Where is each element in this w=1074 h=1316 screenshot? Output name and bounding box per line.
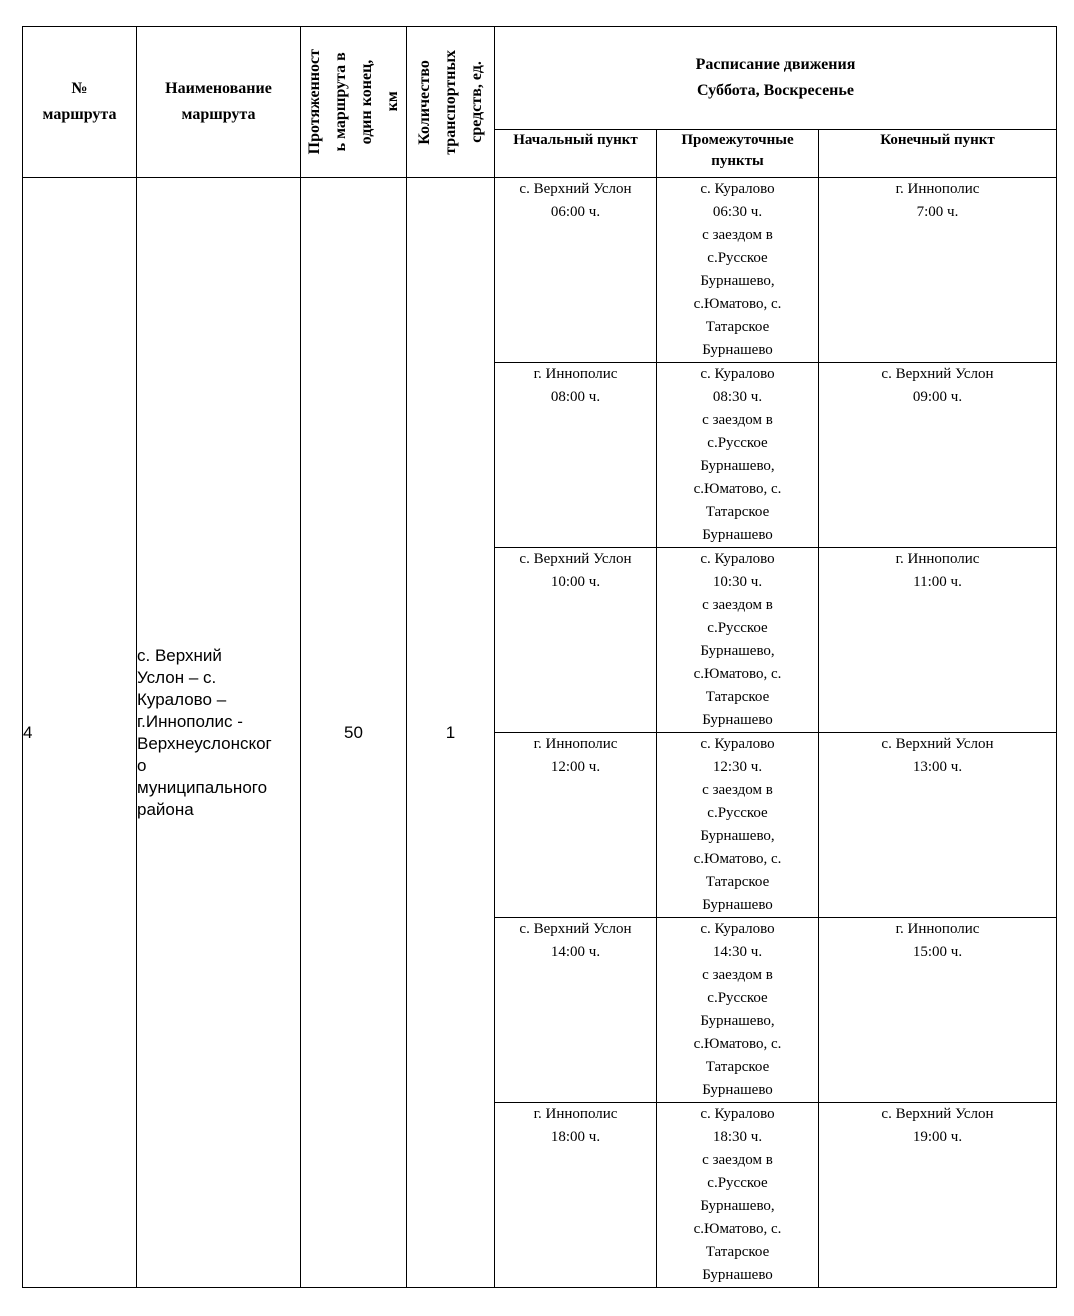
vehicle-count-header: Количество транспортных средств, ед.	[407, 27, 495, 178]
start-line: 06:00 ч.	[550, 204, 601, 220]
middle-line: с заездом в	[702, 597, 773, 613]
middle-line: Бурнашево,	[700, 273, 775, 289]
route-name-header: Наименование маршрута	[137, 27, 301, 178]
start-line: 10:00 ч.	[550, 574, 601, 590]
route-name-line: муниципального	[137, 777, 268, 797]
route-name-line: г.Иннополис -	[137, 711, 243, 731]
middle-line: Татарское	[705, 689, 770, 705]
middle-line: Бурнашево	[702, 1082, 773, 1098]
middle-line: с.Русское	[707, 990, 768, 1006]
middle-line: Бурнашево,	[700, 643, 775, 659]
end-line: г. Иннополис	[895, 551, 980, 567]
start-line: г. Иннополис	[533, 1106, 618, 1122]
end-point	[819, 178, 1057, 363]
end-line: 19:00 ч.	[912, 1129, 963, 1145]
end-point	[819, 918, 1057, 1103]
middle-line: с заездом в	[702, 782, 773, 798]
route-number-header: № маршрута	[23, 27, 137, 178]
middle-line: Бурнашево	[702, 342, 773, 358]
start-line: 18:00 ч.	[550, 1129, 601, 1145]
start-point	[495, 548, 657, 733]
middle-line: Бурнашево,	[700, 828, 775, 844]
middle-line: с.Русское	[707, 250, 768, 266]
end-line: 09:00 ч.	[912, 389, 963, 405]
end-line: с. Верхний Услон	[881, 366, 994, 382]
middle-line: с.Юматово, с.	[693, 296, 782, 312]
vehicle-count: 1	[407, 178, 495, 1288]
end-line: с. Верхний Услон	[881, 736, 994, 752]
middle-line: с. Куралово	[700, 551, 775, 567]
start-line: г. Иннополис	[533, 736, 618, 752]
route-name-line: Услон – с.	[137, 667, 217, 687]
start-point	[495, 918, 657, 1103]
middle-line: Бурнашево	[702, 527, 773, 543]
end-point	[819, 733, 1057, 918]
middle-line: Татарское	[705, 1244, 770, 1260]
middle-line: Татарское	[705, 504, 770, 520]
middle-line: Бурнашево	[702, 1267, 773, 1283]
middle-line: с.Юматово, с.	[693, 666, 782, 682]
end-line: с. Верхний Услон	[881, 1106, 994, 1122]
intermediate-points	[657, 178, 819, 363]
intermediate-points	[657, 548, 819, 733]
start-line: г. Иннополис	[533, 366, 618, 382]
middle-line: Татарское	[705, 874, 770, 890]
start-line: 08:00 ч.	[550, 389, 601, 405]
start-line: с. Верхний Услон	[519, 551, 632, 567]
middle-line: Бурнашево	[702, 897, 773, 913]
middle-line: 14:30 ч.	[712, 944, 763, 960]
middle-line: с заездом в	[702, 227, 773, 243]
middle-line: 18:30 ч.	[712, 1129, 763, 1145]
middle-line: с.Русское	[707, 805, 768, 821]
middle-line: Бурнашево,	[700, 1198, 775, 1214]
middle-line: Татарское	[705, 1059, 770, 1075]
middle-line: Бурнашево,	[700, 458, 775, 474]
start-line: с. Верхний Услон	[519, 921, 632, 937]
middle-line: Бурнашево	[702, 712, 773, 728]
route-length-header: Протяженност ь маршрута в один конец, км	[301, 27, 407, 178]
middle-line: с заездом в	[702, 412, 773, 428]
intermediate-points	[657, 363, 819, 548]
end-point	[819, 548, 1057, 733]
middle-line: с.Юматово, с.	[693, 851, 782, 867]
route-length: 50	[301, 178, 407, 1288]
middle-line: с. Куралово	[700, 366, 775, 382]
route-name-line: Верхнеуслонског	[137, 733, 272, 753]
middle-line: 06:30 ч.	[712, 204, 763, 220]
middle-line: с.Юматово, с.	[693, 1036, 782, 1052]
end-line: 11:00 ч.	[913, 574, 962, 590]
end-line: г. Иннополис	[895, 921, 980, 937]
intermediate-points	[657, 733, 819, 918]
end-line: 15:00 ч.	[912, 944, 963, 960]
trip-row	[23, 178, 1057, 363]
end-line: г. Иннополис	[895, 181, 980, 197]
middle-line: с. Куралово	[700, 921, 775, 937]
route-name-line: района	[137, 799, 194, 819]
end-line: 13:00 ч.	[912, 759, 963, 775]
start-line: с. Верхний Услон	[519, 181, 632, 197]
middle-line: Бурнашево,	[700, 1013, 775, 1029]
middle-line: с.Юматово, с.	[693, 481, 782, 497]
start-point-header: Начальный пункт	[495, 130, 657, 178]
end-point-header: Конечный пункт	[819, 130, 1057, 178]
middle-line: 12:30 ч.	[712, 759, 763, 775]
schedule-header: Расписание движения Суббота, Воскресенье	[495, 27, 1057, 130]
end-point	[819, 363, 1057, 548]
middle-line: с. Куралово	[700, 1106, 775, 1122]
schedule-table	[22, 26, 1057, 1288]
intermediate-points	[657, 1103, 819, 1288]
route-name-line: Куралово –	[137, 689, 227, 709]
middle-line: с.Русское	[707, 1175, 768, 1191]
start-point	[495, 1103, 657, 1288]
start-point	[495, 733, 657, 918]
middle-line: Татарское	[705, 319, 770, 335]
start-line: 14:00 ч.	[550, 944, 601, 960]
route-name	[137, 178, 301, 1288]
start-line: 12:00 ч.	[550, 759, 601, 775]
end-point	[819, 1103, 1057, 1288]
middle-line: с. Куралово	[700, 181, 775, 197]
intermediate-points-header: Промежуточные пункты	[657, 130, 819, 178]
route-name-line: о	[137, 755, 147, 775]
middle-line: с.Русское	[707, 620, 768, 636]
route-name-line: с. Верхний	[137, 645, 222, 665]
start-point	[495, 178, 657, 363]
middle-line: с заездом в	[702, 967, 773, 983]
start-point	[495, 363, 657, 548]
middle-line: с заездом в	[702, 1152, 773, 1168]
end-line: 7:00 ч.	[916, 204, 959, 220]
intermediate-points	[657, 918, 819, 1103]
middle-line: с.Юматово, с.	[693, 1221, 782, 1237]
middle-line: с.Русское	[707, 435, 768, 451]
middle-line: 08:30 ч.	[712, 389, 763, 405]
middle-line: 10:30 ч.	[712, 574, 763, 590]
route-number: 4	[23, 178, 137, 1288]
middle-line: с. Куралово	[700, 736, 775, 752]
